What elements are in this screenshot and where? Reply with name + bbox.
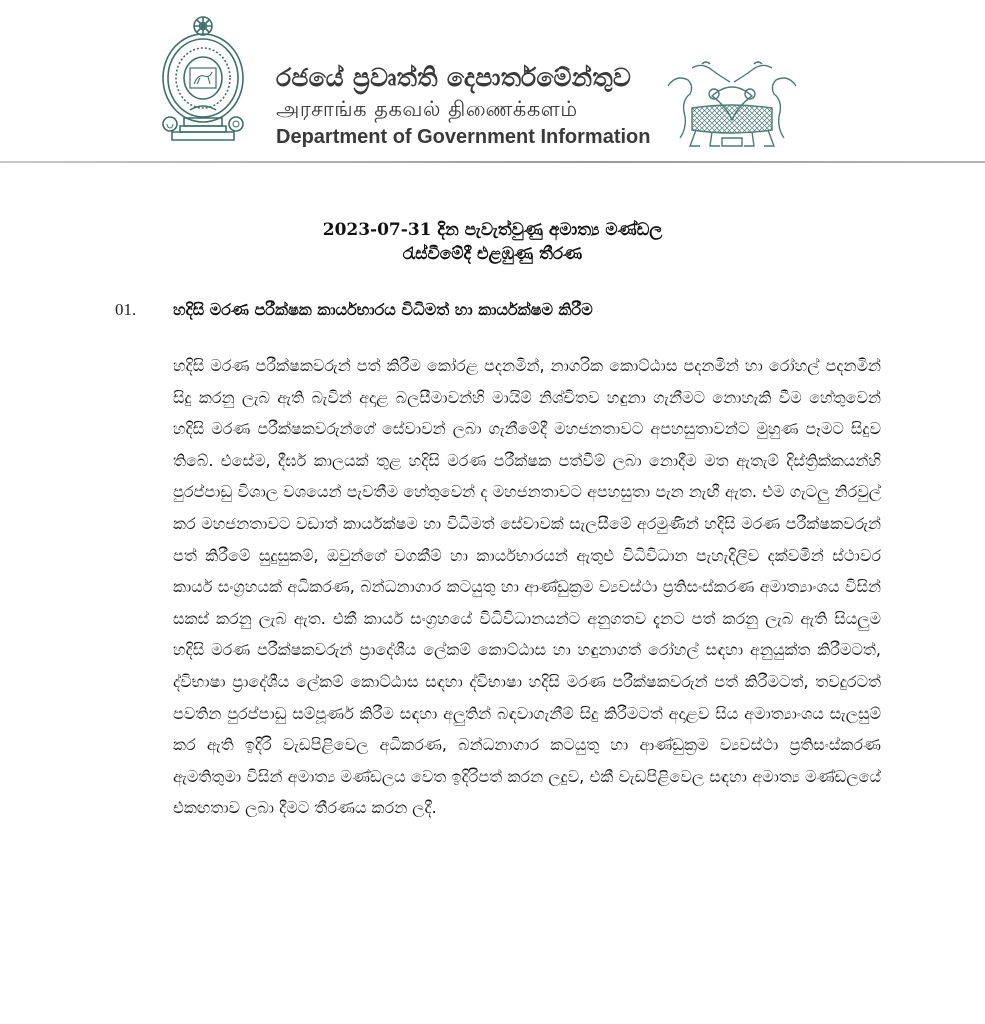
- department-name-english: Department of Government Information: [276, 126, 651, 148]
- letterhead: [0, 0, 985, 160]
- decision-item-header: [115, 300, 885, 328]
- title-line-2: රැස්වීමේදී එළඹුණු තීරණ: [402, 244, 583, 264]
- header-divider: [0, 161, 985, 163]
- department-name-tamil: அரசாங்க தகவல் திணைக்களம்: [276, 97, 578, 121]
- decision-item-number: 01.: [115, 300, 137, 319]
- title-line-1: 2023-07-31 දින පැවැත්වුණු අමාත්‍ය මණ්ඩල: [322, 220, 663, 240]
- document-title: [160, 218, 825, 266]
- decision-item-body: හදිසි මරණ පරීක්ෂකවරුන් පත් කිරීම කෝරළ පදනමින්, නාගරික කොට්ඨාස පදනමින් හා රෝහල් පදනමින් සිදු කරනු ලැබ ඇති බැවින් අදාළ බලසීමාවන්හි මායිම් නිශ්චිතව හඳුනා ගැනීමට නොහැකි වීම හේතුවෙන් හදිසි මරණ පරීක්ෂකවරුන්ගේ සේවාවන් ලබා ගැනීමේදී මහජනතාවට අපහසුතාවන්ට මුහුණ පෑමට සිදුව තිබේ. එසේම, දීර්ඝ කාලයක් තුළ හදිසි මරණ පරීක්ෂක පත්වීම් ලබා නොදීම මත ඇතැම් දිස්ත්‍රික්කයන්හි පුරප්පාඩු විශාල වශයෙන් පැවතීම හේතුවෙන් ද මහජනතාවට අපහසුතා පැන නැඟී ඇත. එම ගැටලු නිරවුල් කර මහජනතාවට වඩාත් කාර්යක්ෂම හා විධිමත් සේවාවක් සැලසීමේ අරමුණින් හදිසි මරණ පරීක්ෂකවරුන් පත් කිරීමේ සුදුසුකම්, ඔවුන්ගේ වගකීම් හා කාර්යභාරයන් ඇතුළු විධිවිධාන පැහැදිලිව දක්වමින් ස්ථාවර කාර්ය සංග්‍රහයක් අධිකරණ, බන්ධනාගාර කටයුතු හා ආණ්ඩුක්‍රම ව්‍යවස්ථා ප්‍රතිසංස්කරණ අමාත්‍යාංශය විසින් සකස් කරනු ලැබ ඇත. එකී කාර්ය සංග්‍රහයේ විධිවිධානයන්ට අනුගතව දැනට පත් කරනු ලැබ ඇති සියලුම හදිසි මරණ පරීක්ෂකවරුන් ප්‍රාදේශීය ලේකම් කොට්ඨාස හා හඳුනාගත් රෝහල් සඳහා අනුයුක්ත කිරීමටත්, ද්විභාෂා ප්‍රාදේශීය ලේකම් කොට්ඨාස සඳහා ද්විභාෂා හදිසි මරණ පරීක්ෂකවරුන් පත් කිරීමටත්, තවදුරටත් පවතින පුරප්පාඩු සම්පූර්ණ කිරීම සඳහා අලුතින් බඳවාගැනීම් සිදු කිරීමටත් අදාළව සිය අමාත්‍යාංශය සැලසුම් කර ඇති ඉදිරි වැඩපිළිවෙල අධිකරණ, බන්ධනාගාර කටයුතු හා ආණ්ඩුක්‍රම ව්‍යවස්ථා ප්‍රතිසංස්කරණ ඇමතිතුමා විසින් අමාත්‍ය මණ්ඩලය වෙත ඉදිරිපත් කරන ලදුව, එකී වැඩපිළිවෙල සඳහා අමාත්‍ය මණ්ඩලයේ එකඟතාව ලබා දීමට තීරණය කරන ලදී.: [173, 356, 881, 818]
- department-logo-icon: [662, 58, 802, 154]
- decision-item: [115, 300, 885, 824]
- department-name-sinhala: රජයේ ප්‍රවෘත්ති දෙපාර්තමේන්තුව: [276, 63, 632, 92]
- state-emblem-icon: [160, 14, 246, 150]
- decision-item-heading: හදිසි මරණ පරීක්ෂක කාර්යභාරය විධිමත් හා කාර්යක්ෂම කිරීම: [173, 300, 593, 319]
- department-names: [276, 62, 656, 150]
